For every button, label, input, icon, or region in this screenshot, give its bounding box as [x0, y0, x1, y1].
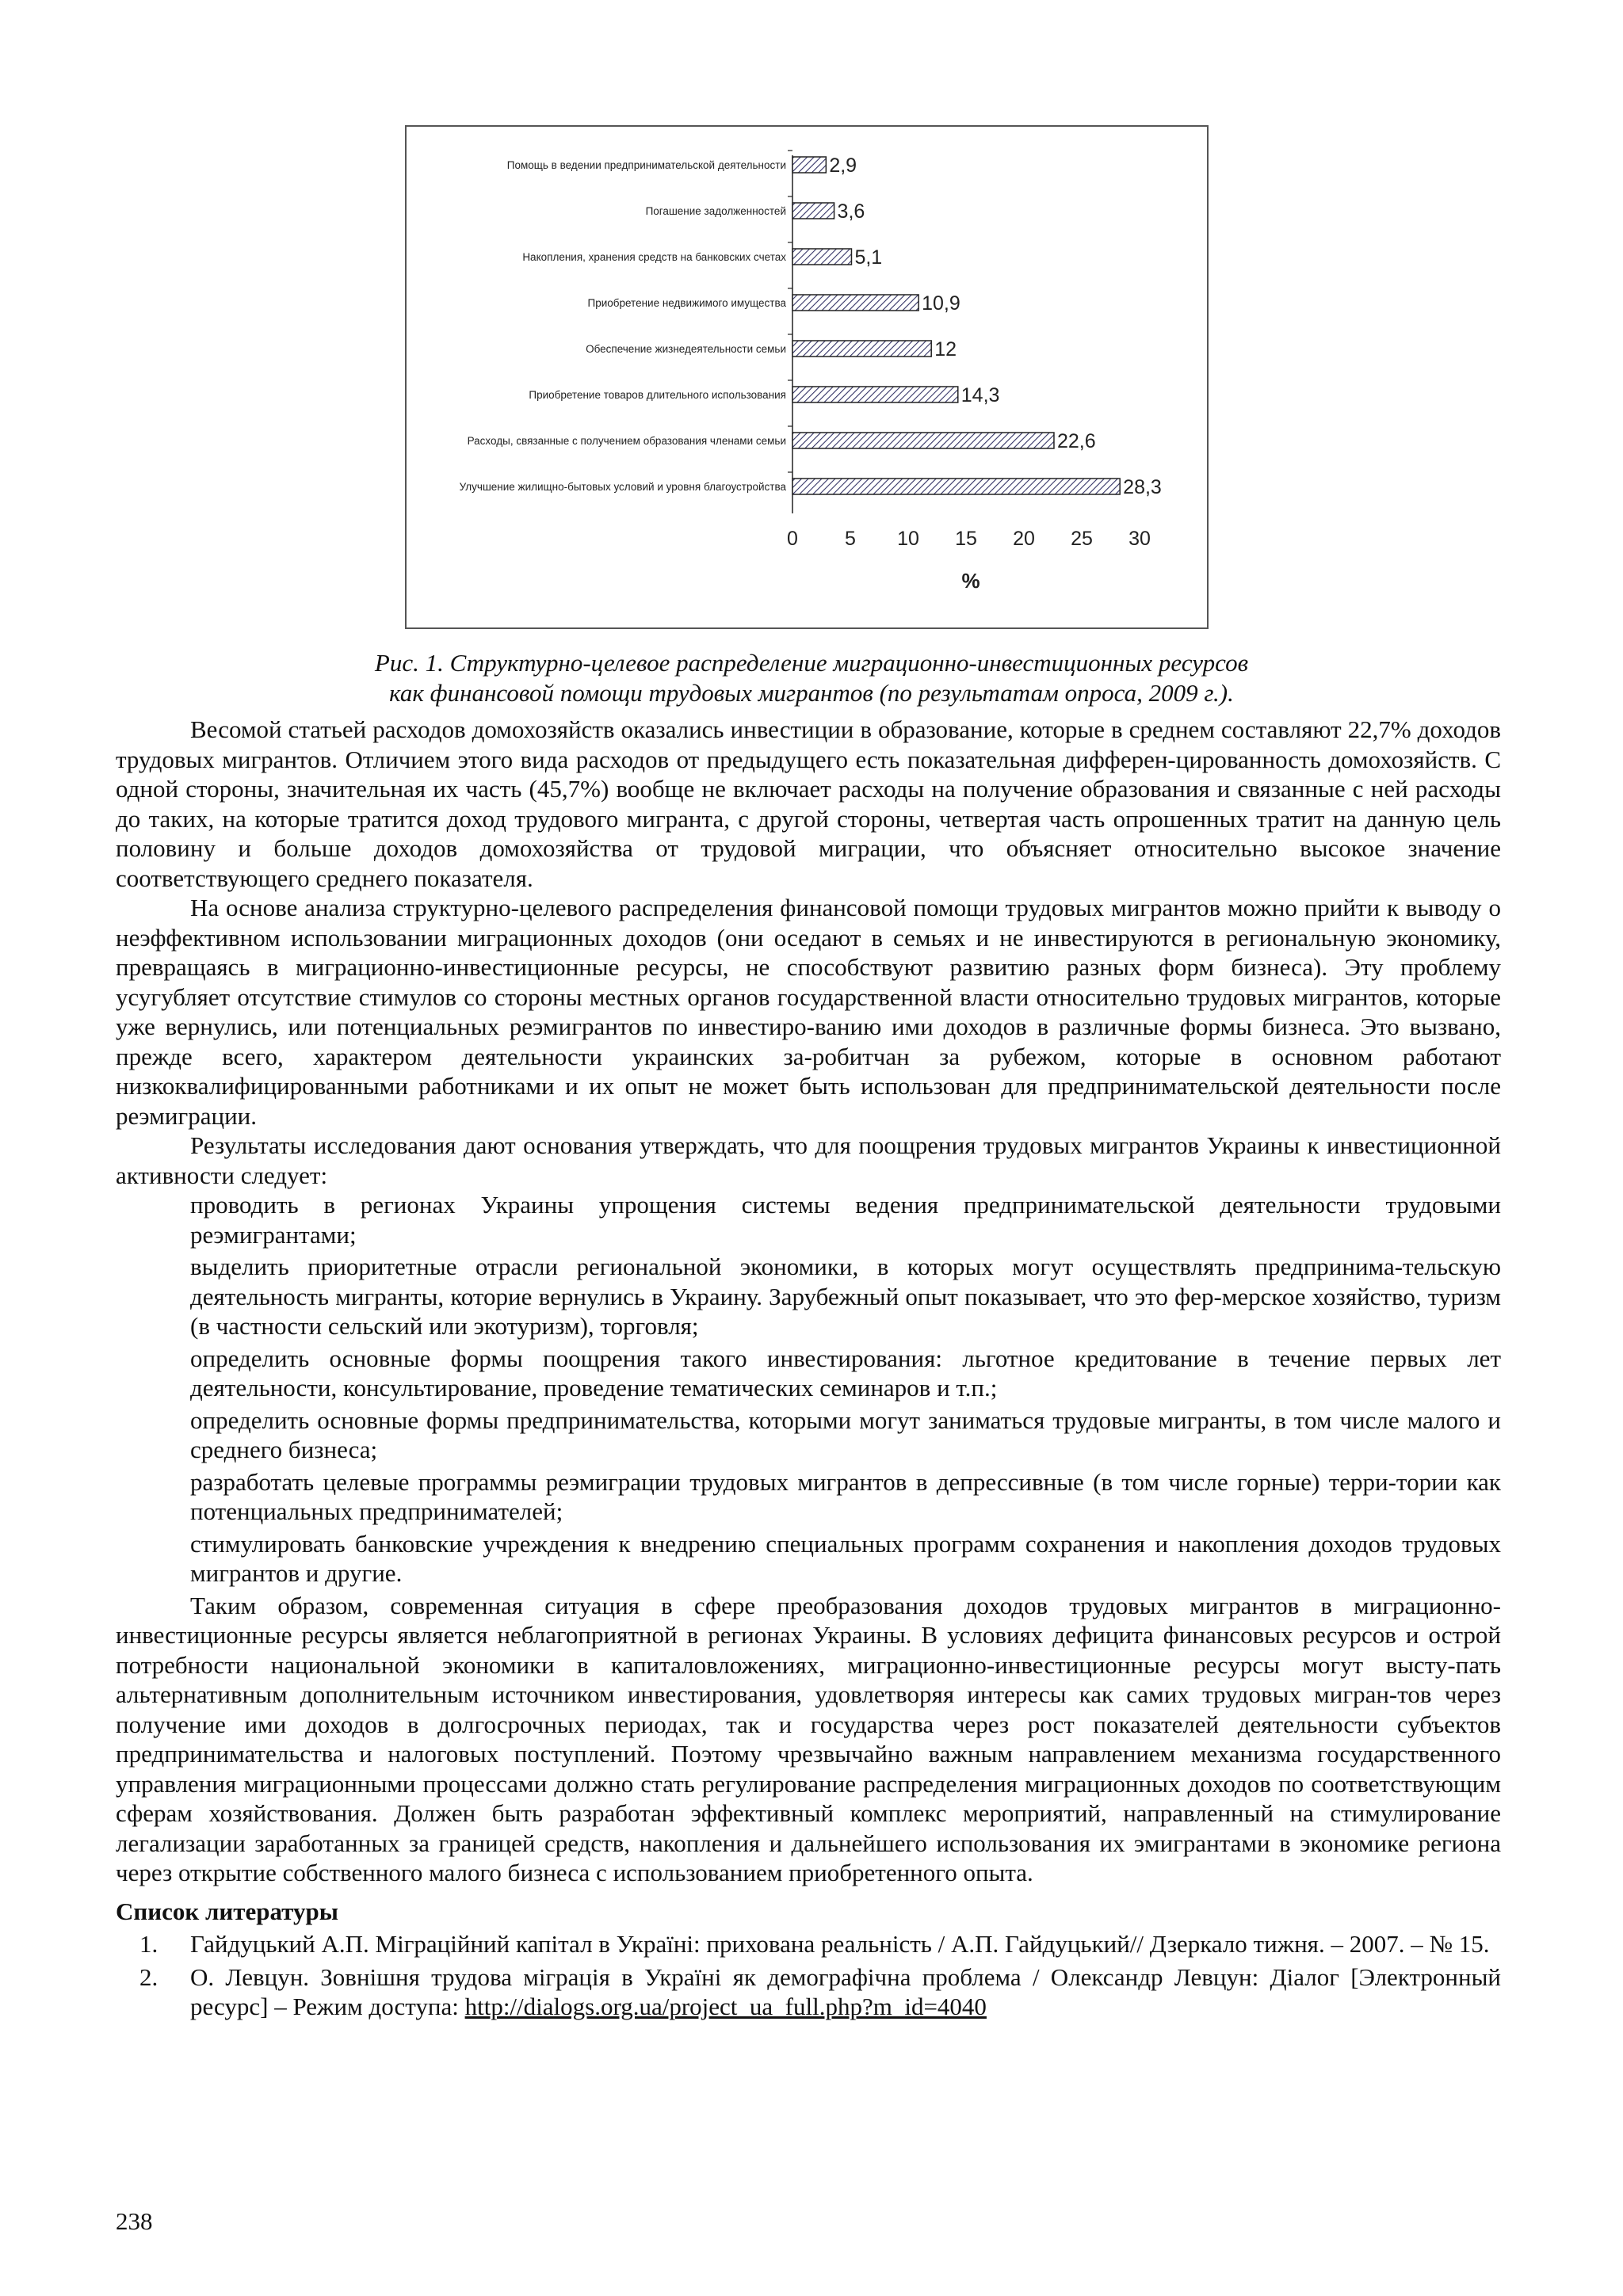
caption-line-2: как финансовой помощи трудовых мигрантов (по результатам опроса, 2009 г.). — [389, 679, 1234, 707]
data-label: 28,3 — [1123, 476, 1162, 498]
paragraph: На основе анализа структурно-целевого распределения финансовой помощи трудовых мигрантов можно прийти к выводу о неэффективном использовании миграционных доходов (они оседают в семьях и не инвестируются в региональную экономику, превращаясь в миграционно-инвестиционные ресурсы, не способствуют развитию разных форм бизнеса). Эту проблему усугубляет отсутствие стимулов со стороны местных органов государственной власти относительно трудовых мигрантов, которые уже вернулись, или потенциальных реэмигрантов по инвестиро-ванию ими доходов в различные формы бизнеса. Это вызвано, прежде всего, характером деятельности украинских за-робитчан за рубежом, которые в основном работают низкоквалифицированными работниками и их опыт не может быть использован для предпринимательской деятельности после реэмиграции. — [116, 894, 1501, 1130]
category-label: Улучшение жилищно-бытовых условий и уровня благоустройства — [459, 481, 786, 493]
list-item: проводить в регионах Украины упрощения системы ведения предпринимательской деятельности трудовыми реэмигрантами; — [190, 1191, 1501, 1249]
bar — [792, 341, 931, 357]
data-label: 12 — [934, 338, 957, 360]
bar — [792, 479, 1120, 494]
conclusion-paragraph: Таким образом, современная ситуация в сфере преобразования доходов трудовых мигрантов в миграционно-инвестиционные ресурсы является неблагоприятной в регионах Украины. В условиях дефицита финансовых ресурсов и острой потребности национальной экономики в капиталовложениях, миграционно-инвестиционные ресурсы могут высту-пать альтернативным дополнительным источником инвестирования, удовлетворяя интересы как самих трудовых мигран-тов через получение ими доходов в долгосрочных периодах, так и государства через рост показателей деятельности субъектов предпринимательства и налоговых поступлений. Поэтому чрезвычайно важным направлением механизма государственного управления миграционными процессами должно стать регулирование распределения миграционных доходов по соответствующим сферам хозяйствования. Должен быть разработан эффективный комплекс мероприятий, направленный на стимулирование легализации заработанных за границей средств, накопления и дальнейшего использования их эмигрантами в экономике региона через открытие собственного малого бизнеса с использованием приобретенного опыта. — [116, 1591, 1501, 1886]
x-tick-label: 30 — [1128, 528, 1151, 550]
data-label: 3,6 — [837, 200, 865, 223]
bar-chart — [407, 127, 1207, 627]
figure-caption — [119, 648, 1504, 708]
reference-item — [116, 1929, 1501, 1959]
category-label: Расходы, связанные с получением образования членами семьи — [467, 435, 786, 447]
data-label: 2,9 — [829, 154, 857, 177]
reference-number: 2. — [139, 1962, 158, 1991]
list-item: выделить приоритетные отрасли региональной экономики, в которых могут осуществлять предпринима-тельскую деятельность мигранты, которие вернулись в Украину. Зарубежный опыт показывает, что это фер-мерское хозяйство, туризм (в частности сельский или экотуризм), торговля; — [190, 1253, 1501, 1340]
x-tick-label: 5 — [845, 528, 856, 550]
bar — [792, 387, 958, 402]
references-title: Список литературы — [116, 1897, 338, 1925]
category-label: Приобретение недвижимого имущества — [587, 297, 786, 309]
bar — [792, 433, 1054, 448]
chart-frame — [405, 125, 1209, 629]
x-tick-label: 25 — [1071, 528, 1093, 550]
list-item: разработать целевые программы реэмиграции трудовых мигрантов в депрессивные (в том числе горные) терри-тории как потенциальных предпринимателей; — [190, 1467, 1501, 1525]
list-item: определить основные формы предпринимательства, которыми могут заниматься трудовые мигранты, в том числе малого и среднего бизнеса; — [190, 1405, 1501, 1463]
list-item: определить основные формы поощрения такого инвестирования: льготное кредитование в течение первых лет деятельности, консультирование, проведение тематических семинаров и т.п.; — [190, 1344, 1501, 1402]
paragraph: Весомой статьей расходов домохозяйств оказались инвестиции в образование, которые в среднем составляют 22,7% доходов трудовых мигрантов. Отличием этого вида расходов от предыдущего есть показательная дифферен-цированность домохозяйств. С одной стороны, значительная их часть (45,7%) вообще не включает расходы на получение образования и связанные с ней расходы до таких, на которые тратится доход трудового мигранта, с другой стороны, четвертая часть опрошенных тратит на данную цель половину и больше доходов домохозяйства от трудовой миграции, что объясняет относительно высокое значение соответствующего среднего показателя. — [116, 715, 1501, 892]
data-label: 14,3 — [960, 384, 1000, 406]
category-label: Накопления, хранения средств на банковских счетах — [522, 251, 786, 263]
page-number: 238 — [116, 2207, 153, 2235]
bar — [792, 157, 826, 173]
reference-number: 1. — [139, 1930, 158, 1958]
article-body — [116, 715, 1501, 2025]
caption-line-1: Рис. 1. Структурно-целевое распределение миграционно-инвестиционных ресурсов — [374, 649, 1249, 677]
x-axis-title: % — [961, 569, 980, 593]
category-label: Погашение задолженностей — [645, 205, 786, 217]
category-label: Приобретение товаров длительного использования — [529, 389, 786, 401]
data-label: 22,6 — [1056, 430, 1096, 452]
data-label: 10,9 — [922, 292, 960, 315]
reference-text: О. Левцун. Зовнішня трудова міграція в Україні як демографічна проблема / Олександр Левцун: Діалог [Электронный ресурс] – Режим доступа: — [190, 1962, 1501, 2020]
bar — [792, 249, 851, 265]
data-label: 5,1 — [854, 246, 883, 269]
x-tick-label: 20 — [1013, 528, 1035, 550]
x-tick-label: 15 — [955, 528, 977, 550]
paragraph: Результаты исследования дают основания утверждать, что для поощрения трудовых мигрантов Украины к инвестиционной активности следует: — [116, 1131, 1501, 1189]
category-label: Обеспечение жизнедеятельности семьи — [586, 343, 786, 355]
reference-link[interactable]: http://dialogs.org.ua/project_ua_full.php?m_id=4040 — [464, 1993, 987, 2020]
reference-item — [116, 1962, 1501, 2022]
x-tick-label: 10 — [897, 528, 919, 550]
x-tick-label: 0 — [787, 528, 798, 550]
bar — [792, 295, 918, 311]
reference-text: Гайдуцький А.П. Міграційний капітал в Україні: прихована реальність / А.П. Гайдуцький// Дзеркало тижня. – 2007. – № 15. — [190, 1930, 1490, 1958]
category-label: Помощь в ведении предпринимательской деятельности — [506, 159, 786, 171]
bar — [792, 203, 834, 219]
list-item: стимулировать банковские учреждения к внедрению специальных программ сохранения и накопления доходов трудовых мигрантов и другие. — [190, 1529, 1501, 1587]
